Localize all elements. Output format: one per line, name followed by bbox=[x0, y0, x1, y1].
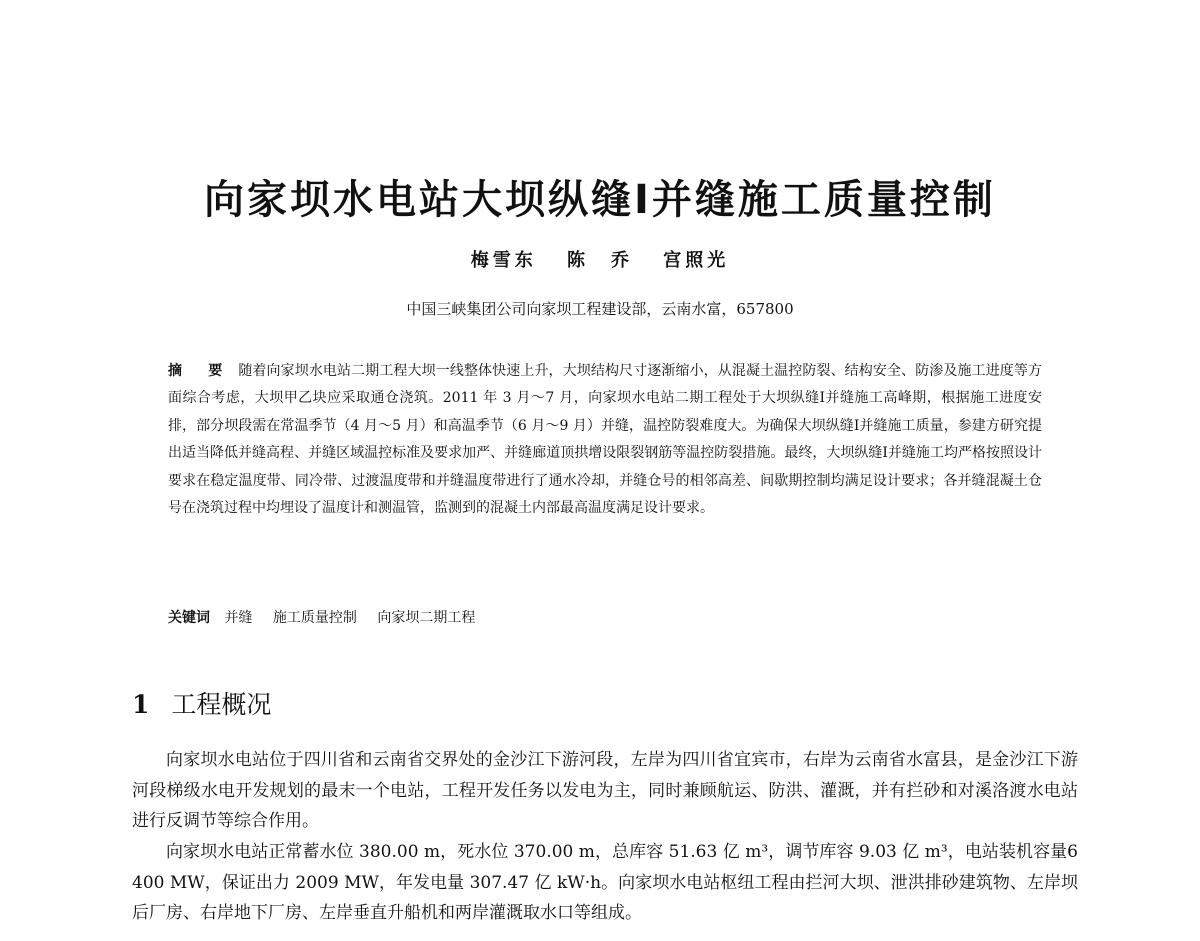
keyword: 并缝 bbox=[224, 610, 253, 626]
section-title: 工程概况 bbox=[171, 690, 272, 719]
keyword: 施工质量控制 bbox=[272, 610, 357, 626]
abstract-text: 随着向家坝水电站二期工程大坝一线整体快速上升，大坝结构尺寸逐渐缩小，从混凝土温控防裂、结构安全、防渗及施工进度等方面综合考虑，大坝甲乙块应采取通仓浇筑。2011 年 3 月～7 月，向家坝水电站二期工程处于大坝纵缝Ⅰ并缝施工高峰期，根据施工进度安排，部分坝段需在常温季节（4 月～5 月）和高温季节（6 月～9 月）并缝，温控防裂难度大。为确保大坝纵缝Ⅰ并缝施工质量，参建方研究提出适当降低并缝高程、并缝区域温控标准及要求加严、并缝廊道顶拱增设限裂钢筋等温控防裂措施。最终，大坝纵缝Ⅰ并缝施工均严格按照设计要求在稳定温度带、同冷带、过渡温度带和并缝温度带进行了通水冷却，并缝仓号的相邻高差、间歇期控制均满足设计要求；各并缝混凝土仓号在浇筑过程中均埋设了温度计和测温管，监测到的混凝土内部最高温度满足设计要求。 bbox=[168, 363, 1043, 517]
author-list bbox=[0, 247, 1200, 275]
paper-title: 向家坝水电站大坝纵缝Ⅰ并缝施工质量控制 bbox=[204, 177, 996, 223]
author-name: 梅雪东 bbox=[470, 250, 537, 271]
body-paragraph: 向家坝水电站位于四川省和云南省交界处的金沙江下游河段，左岸为四川省宜宾市，右岸为云南省水富县，是金沙江下游河段梯级水电开发规划的最末一个电站，工程开发任务以发电为主，同时兼顾航运、防洪、灌溉，并有拦砂和对溪洛渡水电站进行反调节等综合作用。 bbox=[132, 750, 1078, 832]
abstract-label: 摘 要 bbox=[168, 363, 229, 379]
keywords bbox=[168, 605, 1042, 632]
abstract bbox=[168, 358, 1042, 522]
author-affiliation: 中国三峡集团公司向家坝工程建设部，云南水富，657800 bbox=[406, 300, 794, 318]
author-name: 陈 乔 bbox=[567, 250, 633, 271]
section-heading bbox=[132, 685, 271, 725]
section-number: 1 bbox=[132, 690, 150, 719]
body-paragraph: 向家坝水电站正常蓄水位 380.00 m，死水位 370.00 m，总库容 51.63 亿 m³，调节库容 9.03 亿 m³，电站装机容量6 400 MW，保证出力 2009 MW，年发电量 307.47 亿 kW·h。向家坝水电站枢纽工程由拦河大坝、泄洪排砂建筑物、左岸坝后厂房、右岸地下厂房、左岸垂直升船机和两岸灌溉取水口等组成。 bbox=[132, 842, 1078, 924]
author-name: 宫照光 bbox=[663, 250, 730, 271]
keyword: 向家坝二期工程 bbox=[377, 610, 476, 626]
keywords-label: 关键词 bbox=[168, 610, 210, 626]
